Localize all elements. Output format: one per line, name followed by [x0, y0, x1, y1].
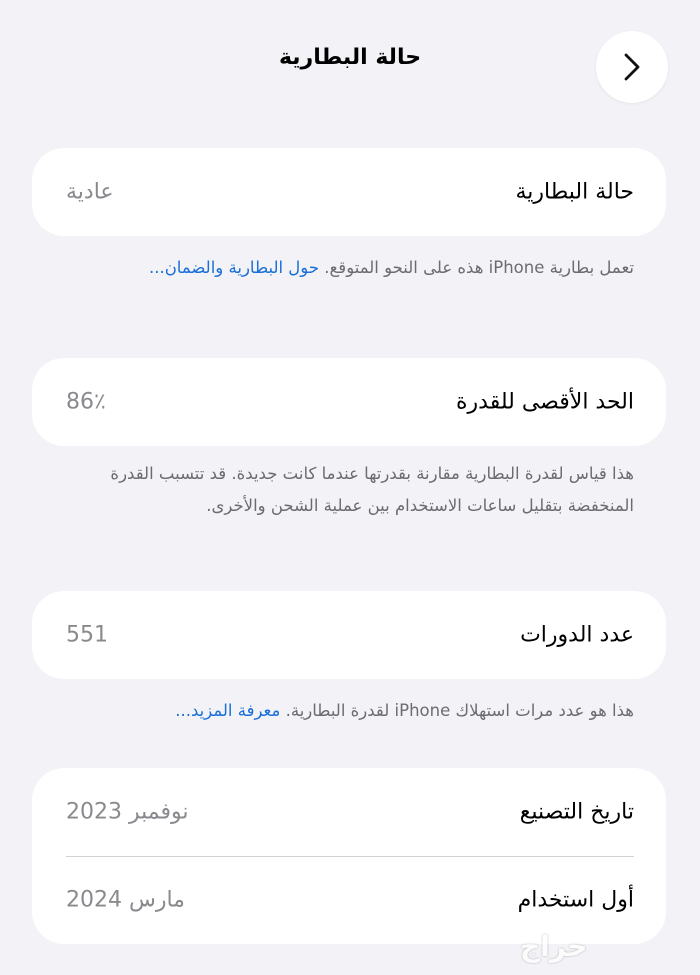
cycle-count-value: 551 — [66, 622, 108, 648]
battery-health-footnote — [64, 252, 634, 284]
haraj-watermark: حراج — [520, 930, 588, 963]
manufacture-date-value: نوفمبر 2023 — [66, 799, 189, 825]
manufacture-date-label: تاريخ التصنيع — [519, 799, 634, 825]
cycle-count-footnote — [64, 695, 634, 727]
learn-more-link[interactable]: معرفة المزيد... — [175, 701, 281, 720]
cycle-count-row — [32, 591, 666, 679]
max-capacity-card — [32, 358, 666, 446]
cycle-count-card — [32, 591, 666, 679]
battery-health-note-text: تعمل بطارية iPhone هذه على النحو المتوقع. — [319, 258, 634, 277]
battery-health-row[interactable] — [32, 148, 666, 236]
first-use-label: أول استخدام — [517, 887, 634, 913]
dates-card — [32, 768, 666, 944]
max-capacity-value: 86٪ — [66, 389, 106, 415]
page-title: حالة البطارية — [278, 45, 422, 70]
cycle-count-label: عدد الدورات — [520, 622, 634, 648]
battery-warranty-link[interactable]: حول البطارية والضمان... — [148, 258, 320, 277]
cycle-count-note-text: هذا هو عدد مرات استهلاك iPhone لقدرة البطارية. — [280, 701, 634, 720]
chevron-right-icon — [621, 52, 643, 82]
back-button[interactable] — [596, 31, 668, 103]
battery-health-value: عادية — [66, 179, 114, 205]
max-capacity-footnote: هذا قياس لقدرة البطارية مقارنة بقدرتها عندما كانت جديدة. قد تتسبب القدرة المنخفضة بتقليل ساعات الاستخدام بين عملية الشحن والأخرى. — [110, 464, 634, 515]
battery-health-label: حالة البطارية — [515, 179, 634, 205]
max-capacity-row — [32, 358, 666, 446]
first-use-value: مارس 2024 — [66, 887, 185, 913]
max-capacity-label: الحد الأقصى للقدرة — [456, 389, 634, 415]
manufacture-date-row — [32, 768, 666, 856]
battery-health-card — [32, 148, 666, 236]
